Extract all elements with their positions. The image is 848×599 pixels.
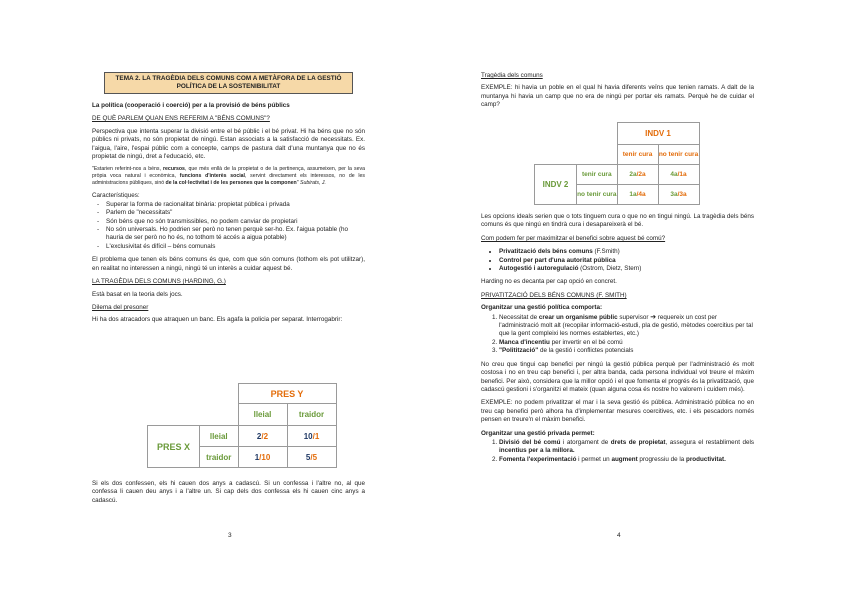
row-header-loyal: lleial <box>200 426 239 447</box>
public-management-list <box>481 314 754 356</box>
page-number: 4 <box>617 532 621 539</box>
public-management-heading: Organitzar una gestió política comporta: <box>481 304 603 312</box>
paragraph-sea-example: EXEMPLE: no podem privatitzar el mar i la seva gestió és pública. Administració pública no en treu cap benefici però alhora ha d'implementar mesures coercitives, etc. i els pescadors només pensen en treure'n el màxim benefici. <box>481 399 754 424</box>
list-item: • Autogestió i autoregulació (Ostrom, Dietz, Stern) <box>499 265 754 273</box>
list-item: 1. Divisió del bé comú i atorgament de drets de propietat, assegura el restabliment dels incentius per a la millora. <box>499 439 754 456</box>
section-heading-privatization: PRIVATITZACIÓ DELS BÉNS COMUNS (F. SMITH) <box>481 291 627 299</box>
section-heading-common-goods: DE QUÈ PARLEM QUAN ENS REFERIM A "BÉNS COMUNS"? <box>92 115 270 123</box>
row-header-traitor: traidor <box>200 447 239 468</box>
characteristics-list <box>92 201 365 251</box>
paragraph-prisoner-intro: Hi ha dos atracadors que atraquen un banc. Els agafa la policia per separat. Interrogabrir: <box>92 316 343 324</box>
col-header-no-care: no tenir cura <box>658 145 699 165</box>
list-item: - Són béns que no són transmissibles, no podem canviar de propietari <box>106 218 365 226</box>
list-item: • Privatització dels béns comuns (F.Smith) <box>499 248 754 256</box>
pres-y-header: PRES Y <box>238 384 336 404</box>
list-item: • Control per part d'una autoritat pública <box>499 257 754 265</box>
page-number: 3 <box>228 532 232 539</box>
list-item: - Parlem de "necessitats" <box>106 209 365 217</box>
paragraph-privatization-argument: No creu que tingui cap benefici per ningú la gestió pública perquè per l'administració és molt costosa i no en treu cap benefici i, per altra banda, cada persona individual vol treure el màxim benefici. Per això, considera que la millor opció i el que fomenta el progrés és la privatització, que cadascú gestioni i s'organitzi el mateix (quan alguna cosa és nostre ho valorem i cuidem més). <box>481 360 754 393</box>
characteristics-label: Característiques: <box>92 192 140 200</box>
list-item: 2. Manca d'incentiu per invertir en el bé comú <box>499 339 754 347</box>
payoff-cell: 1a/4a <box>617 185 658 205</box>
list-item: 3. "Politització" de la gestió i conflictes potencials <box>499 347 754 355</box>
list-item: - No són universals. Ho podrien ser però no tenen perquè ser-ho. Ex. l'aigua potable (ho hauria de ser però no ho és, no tothom té accés a aigua potable) <box>106 226 365 243</box>
paragraph-harding: Harding no es decanta per cap opció en concret. <box>481 278 617 286</box>
right-column-bottom <box>481 213 754 469</box>
col-header-traitor: traidor <box>287 404 336 426</box>
left-bottom-text <box>92 480 365 510</box>
paragraph-prisoner-outcomes: Si els dos confessen, els hi cauen dos anys a cadascú. Si un confessa i l'altre no, al que confessa li cauen deu anys i a l'altre un. Si cap dels dos confessa els hi cauen cinc anys a cadascú. <box>92 480 365 504</box>
chapter-subtitle: La política (cooperació i coerció) per a la provisió de béns públics <box>92 102 290 109</box>
section-heading-maximize: Com podem fer per maximitzar el benefici sobre aquest bé comú? <box>481 234 666 242</box>
left-column <box>92 72 365 330</box>
list-item: 2. Fomenta l'experimentació i permet un augment progressiu de la productivitat. <box>499 456 754 464</box>
right-page <box>424 0 848 599</box>
row-header-care: tenir cura <box>577 165 618 185</box>
options-list <box>481 248 754 273</box>
payoff-cell: 2a/2a <box>617 165 658 185</box>
paragraph-village-example: EXEMPLE: hi havia un poble en el qual hi havia diferents veïns que tenien ramats. A dalt de la muntanya hi havia un camp que no era de ningú per portar els ramats. Perquè he de cuidar el camp? <box>481 84 754 109</box>
section-heading-prisoner-dilemma: Dilema del presoner <box>92 303 149 311</box>
right-column-top <box>481 72 754 115</box>
payoff-cell: 3a/3a <box>658 185 699 205</box>
paragraph-common-goods-definition: Perspectiva que intenta superar la divisió entre el bé públic i el bé privat. Hi ha béns que no són públics ni privats, no són propietat de ningú. Estan associats a la satisfacció de necessitats. Ex. l'aigua, l'aire, l'espai públic com a concepte, camps de pastura dalt d'una muntanya que no és propietat de ningú, dret a l'educació, etc. <box>92 127 365 161</box>
private-management-list <box>481 439 754 464</box>
indv2-header: INDV 2 <box>535 165 577 205</box>
payoff-cell: 5/5 <box>287 447 336 468</box>
prisoner-dilemma-table <box>147 383 337 468</box>
arrow-right-icon: ➔ <box>650 313 657 321</box>
indv1-header: INDV 1 <box>617 123 699 145</box>
list-item: 1. Necessitat de crear un organisme públic supervisor ➔ requereix un cost per l'administració molt alt (recopilar informació-estudi, pla de gestió, mètodes coercitius per tal que la gent compleixi les normes establertes, etc.) <box>499 314 754 339</box>
payoff-cell: 10/1 <box>287 426 336 447</box>
paragraph-problem: El problema que tenen els béns comuns és que, com que són comuns (tothom els pot utilitzar), en realitat no interessen a ningú, ningú té un interès a cuidar aquest bé. <box>92 256 365 272</box>
section-heading-tragedy: LA TRAGÈDIA DELS COMUNS (HARDING, G.) <box>92 278 226 286</box>
row-header-no-care: no tenir cura <box>577 185 618 205</box>
tragedy-commons-table <box>534 122 700 205</box>
chapter-title: TEMA 2. LA TRAGÈDIA DELS COMUNS COM A METÀFORA DE LA GESTIÓ POLÍTICA DE LA SOSTENIBILITAT <box>104 72 353 94</box>
list-item: - L'exclusivitat és difícil – béns comunals <box>106 243 365 251</box>
payoff-cell: 4a/1a <box>658 165 699 185</box>
payoff-cell: 2/2 <box>238 426 287 447</box>
section-heading-tragedy-commons: Tragèdia dels comuns <box>481 72 543 79</box>
private-management-heading: Organitzar una gestió privada permet: <box>481 429 595 437</box>
list-item: - Superar la forma de racionalitat binària: propietat pública i privada <box>106 201 365 209</box>
paragraph-game-theory: Està basat en la teoria dels jocs. <box>92 290 183 298</box>
col-header-loyal: lleial <box>238 404 287 426</box>
paragraph-ideal-options: Les opcions ideals serien que o tots tinguem cura o que no en tingui ningú. La tragèdia dels béns comuns és que ningú en tindrà cura i desapareixerà el bé. <box>481 213 754 229</box>
col-header-care: tenir cura <box>617 145 658 165</box>
subirats-quote: "Estarien referint-nos a béns, recursos, que més enllà de la propietat o de la pertinença, assumeixen, per la seva pròpia voca natural i econòmica, funcions d'interès social, servint directament els interessos, no de les administracions públiques, sinó de la col·lectivitat i de les persones que la componen" Subirats, J. <box>92 166 365 187</box>
pres-x-header: PRES X <box>148 426 200 468</box>
payoff-cell: 1/10 <box>238 447 287 468</box>
